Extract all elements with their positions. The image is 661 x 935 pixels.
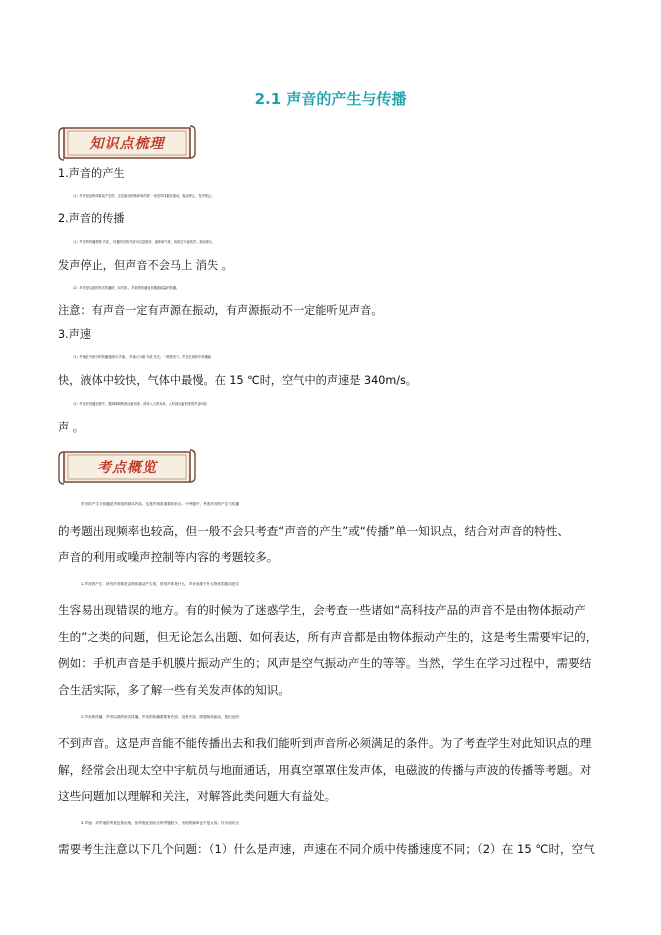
text-line: 例如：手机声音是手机膜片振动产生的；风声是空气振动产生的等等。当然，学生在学习过程中，需要结 [58, 656, 592, 670]
section-banner-knowledge [58, 122, 196, 164]
text-line: 1.声音的产生 [58, 167, 125, 180]
text-line: （1）声音的传播需要 介质 ，传播声音的介质可以是固体、液体和气体，但真空不能传声。振动停止， [71, 240, 216, 244]
text-line: 的考题出现频率也较高，但一般不会只考查“声音的产生”或“传播”单一知识点，结合对声音的特性、 [58, 524, 569, 538]
text-line: 2.声音的传播：声音以波的形式传播，声音的传播需要有介质；没有介质，即便物体振动，我们也听 [81, 715, 239, 719]
text-line: 这些问题加以理解和关注，对解答此类问题大有益处。 [58, 789, 337, 803]
text-line: 不到声音。这是声音能不能传播出去和我们能听到声音所必须满足的条件。为了考查学生对此知识点的理 [58, 736, 592, 750]
text-line: 3.声速 [58, 328, 92, 341]
text-line: 注意：有声音一定有声源在振动，有声源振动不一定能听见声音。 [58, 304, 383, 317]
text-line: 1.声音的产生：所有声音都是由物体振动产生的，但发声体是什么，声音来源于什么物体的振动是学 [81, 582, 239, 586]
text-line: 合生活实际，多了解一些有关发声体的知识。 [58, 683, 290, 697]
text-line: 声 。 [58, 421, 84, 434]
text-line: 声音的产生与传播是声现象的基本内容，也是声现象重要知识点。中考题中，考查声音的产生与传播 [81, 502, 240, 506]
page-title: 2.1 声音的产生与传播 [254, 90, 407, 108]
text-line: 3.声速：对声速的考查也曾出现，但考查此知识点的考题较少，出现的频率也不是太高。作为知识点 [81, 821, 239, 825]
text-line: 解，经常会出现太空中宇航员与地面通话，用真空罩罩住发声体，电磁波的传播与声波的传播等考题。对 [58, 763, 592, 777]
section-banner-overview [58, 446, 196, 488]
section-banner-label: 知识点梳理 [89, 136, 165, 152]
text-line: （2）声音是以波的形式传播的，叫声波 。声波的传播也伴随着能量的传播。 [71, 286, 180, 290]
text-line: 需要考生注意以下几个问题：（1）什么是声速，声速在不同介质中传播速度不同；（2）在 15 ℃时，空气 [58, 842, 595, 856]
text-line: 生容易出现错误的地方。有的时候为了迷惑学生，会考查一些诸如“高科技产品的声音不是由物体振动产 [58, 603, 586, 617]
text-line: （1）声音是由物体振动产生的，正在振动的物体叫声源 一切发声体都在振动，振动停止，发声停止。 [71, 194, 215, 198]
section-banner-label: 考点概览 [97, 460, 157, 476]
text-line: 生的”之类的问题，但无论怎么出题、如何表达，所有声音都是由物体振动产生的，这是考生需要牢记的， [58, 630, 598, 644]
text-line: 2.声音的传播 [58, 212, 125, 225]
text-line: 声音的利用或噪声控制等内容的考题较多。 [58, 550, 279, 564]
text-line: （1）声速在介质中的传播速度叫 声速 ，声速大小跟 介质 有关。一般情况下，声音在固体中传播最 [71, 355, 211, 359]
text-line: 快，液体中较快，气体中最慢。在 15 ℃时，空气中的声速是 340m/s。 [58, 374, 418, 387]
text-line: （2）声音在传播过程中，遇到障碍物被反射回来，再传入人的耳朵，人听到反射回来的声音叫回 [71, 402, 207, 406]
text-line: 发声停止，但声音不会马上 消失 。 [58, 259, 233, 272]
